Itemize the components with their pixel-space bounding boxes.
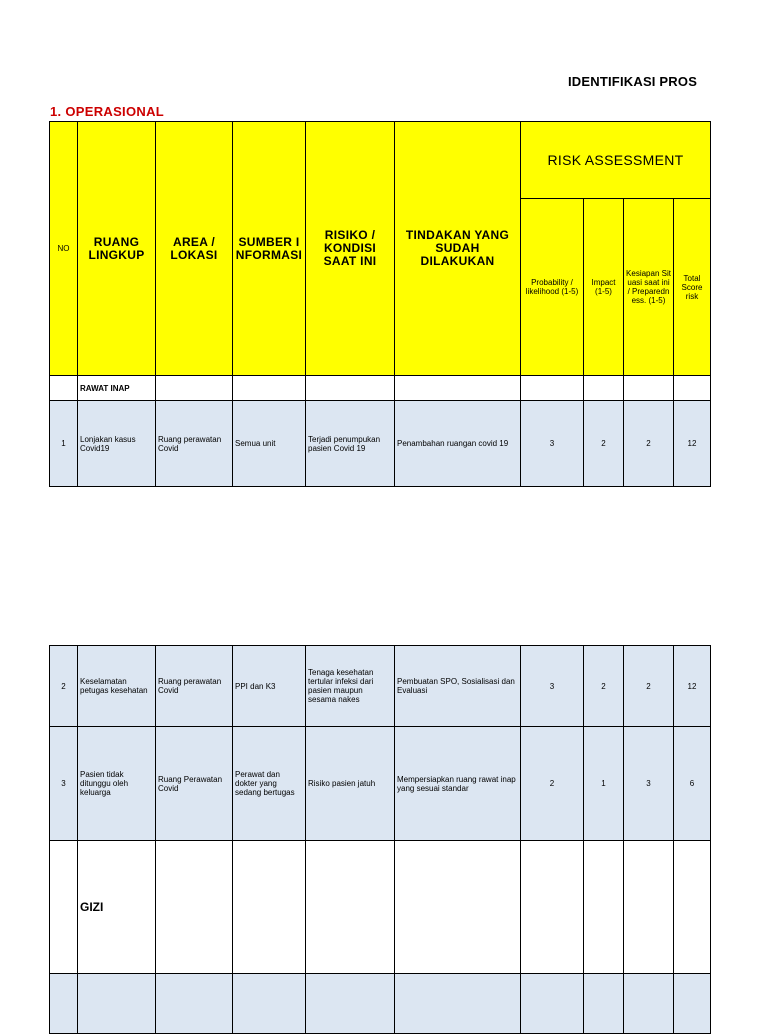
cell-ruang: Lonjakan kasus Covid19 xyxy=(78,401,156,487)
cell-impact: 2 xyxy=(584,646,624,727)
table-row xyxy=(50,727,711,841)
cell-total: 12 xyxy=(674,401,711,487)
cell-total: 12 xyxy=(674,646,711,727)
cell-risiko: Risiko pasien jatuh xyxy=(306,727,395,841)
document-title: IDENTIFIKASI PROS xyxy=(568,74,698,89)
cell-area: Ruang Perawatan Covid xyxy=(156,727,233,841)
group-label-rawat-inap: RAWAT INAP xyxy=(78,376,156,401)
cell-sumber: Semua unit xyxy=(233,401,306,487)
cell-sumber: Perawat dan dokter yang sedang bertugas xyxy=(233,727,306,841)
cell-tindakan: Penambahan ruangan covid 19 xyxy=(395,401,521,487)
table-row xyxy=(50,974,711,1034)
cell-probability: 3 xyxy=(521,646,584,727)
group-row-rawat-inap xyxy=(50,376,711,401)
header-impact: Impact (1-5) xyxy=(584,199,624,376)
section-title: 1. OPERASIONAL xyxy=(50,104,164,119)
header-kesiapan: Kesiapan Situasi saat ini / Preparedness. (1-5) xyxy=(624,199,674,376)
cell-probability: 2 xyxy=(521,727,584,841)
cell-kesiapan: 2 xyxy=(624,401,674,487)
cell-ruang: Keselamatan petugas kesehatan xyxy=(78,646,156,727)
cell-area: Ruang perawatan Covid xyxy=(156,401,233,487)
group-row-gizi xyxy=(50,841,711,974)
risk-table-bottom xyxy=(49,645,711,1034)
cell-impact: 1 xyxy=(584,727,624,841)
header-risiko: RISIKO / KONDISI SAAT INI xyxy=(306,122,395,376)
cell-kesiapan: 2 xyxy=(624,646,674,727)
cell-area: Ruang perawatan Covid xyxy=(156,646,233,727)
cell-ruang: Pasien tidak ditunggu oleh keluarga xyxy=(78,727,156,841)
cell-impact: 2 xyxy=(584,401,624,487)
cell-total: 6 xyxy=(674,727,711,841)
cell-probability: 3 xyxy=(521,401,584,487)
header-area-lokasi: AREA / LOKASI xyxy=(156,122,233,376)
cell-risiko: Terjadi penumpukan pasien Covid 19 xyxy=(306,401,395,487)
header-probability: Probability / likelihood (1-5) xyxy=(521,199,584,376)
group-label-gizi: GIZI xyxy=(78,841,156,974)
cell-no: 1 xyxy=(50,401,78,487)
cell-kesiapan: 3 xyxy=(624,727,674,841)
table-row xyxy=(50,401,711,487)
cell-sumber: PPI dan K3 xyxy=(233,646,306,727)
header-no: NO xyxy=(50,122,78,376)
cell-tindakan: Mempersiapkan ruang rawat inap yang sesuai standar xyxy=(395,727,521,841)
header-total-score: Total Score risk xyxy=(674,199,711,376)
cell-no: 2 xyxy=(50,646,78,727)
risk-table-top xyxy=(49,121,711,487)
cell-tindakan: Pembuatan SPO, Sosialisasi dan Evaluasi xyxy=(395,646,521,727)
cell-no: 3 xyxy=(50,727,78,841)
header-sumber-informasi: SUMBER INFORMASI xyxy=(233,122,306,376)
table-row xyxy=(50,646,711,727)
header-ruang-lingkup: RUANG LINGKUP xyxy=(78,122,156,376)
header-tindakan: TINDAKAN YANG SUDAH DILAKUKAN xyxy=(395,122,521,376)
cell-risiko: Tenaga kesehatan tertular infeksi dari pasien maupun sesama nakes xyxy=(306,646,395,727)
header-risk-assessment: RISK ASSESSMENT xyxy=(521,122,711,199)
